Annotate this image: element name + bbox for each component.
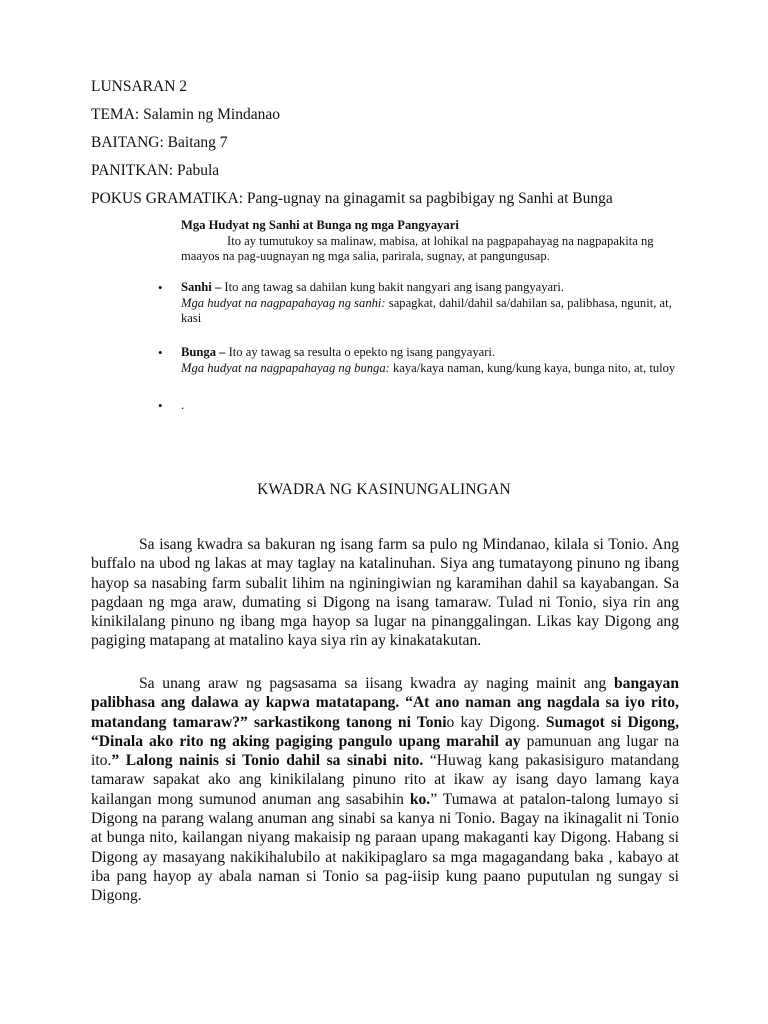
paragraph-1-text: Sa isang kwadra sa bakuran ng isang farm sa pulo ng Mindanao, kilala si Tonio. Ang buffalo na ubod ng lakas at may taglay na katalinuhan. Siya ang tumatayong pinuno ng ibang hayop sa nasabing farm subalit lihim na nginingiwian ng karamihan dahil sa kayabangan. Sa pagdaan ng mga araw, dumating si Digong na isang tamaraw. Tulad ni Tonio, siya rin ang kinikilalang pinuno ng ibang mga hayop sa lugar na pinanggalingan. Likas kay Digong ang pagiging matapang at matalino kaya siya rin ay kinakatakutan. bbox=[91, 536, 679, 650]
p2-segment: “Huwag kang pakasisiguro matandang tamaraw sapakat ako ang kinikilalang pinuno rito at ikaw ay isang dayo lamang kaya kailangan mong sumunod anuman ang sasabihin bbox=[91, 752, 679, 808]
story-paragraph-1 bbox=[91, 535, 679, 651]
sanhi-hudyat-list: sapagkat, dahil/dahil sa/dahilan sa, palibhasa, ngunit, at, kasi bbox=[181, 295, 672, 326]
empty-bullet-item: . bbox=[181, 398, 185, 412]
bullet-icon: • bbox=[158, 398, 163, 413]
p2-segment: Sa unang araw ng pagsasama sa iisang kwadra ay naging mainit ang bbox=[139, 675, 614, 692]
bunga-text: Ito ay tawag sa resulta o epekto ng isang pangyayari. bbox=[225, 345, 496, 359]
p2-bold-segment: ko. bbox=[409, 790, 431, 808]
p2-segment: pamunuan ang lugar na ito. bbox=[91, 732, 680, 770]
p2-segment: o kay Digong. bbox=[446, 713, 546, 731]
sanhi-definition bbox=[181, 280, 681, 327]
sanhi-term: Sanhi – bbox=[181, 280, 222, 294]
panitikan-line: PANITKAN: Pabula bbox=[91, 162, 220, 179]
baitang-line: BAITANG: Baitang 7 bbox=[91, 134, 228, 151]
pokus-gramatika-line: POKUS GRAMATIKA: Pang-ugnay na ginagamit sa pagbibigay ng Sanhi at Bunga bbox=[91, 190, 613, 207]
sanhi-hudyat-label: Mga hudyat na nagpapahayag ng sanhi: bbox=[181, 295, 386, 310]
bunga-hudyat-list: kaya/kaya naman, kung/kung kaya, bunga nito, at, tuloy bbox=[389, 360, 676, 375]
definition-box bbox=[181, 218, 681, 265]
box-intro: Ito ay tumutukoy sa malinaw, mabisa, at lohikal na pagpapahayag na nagpapakita ng maayos na pag-uugnayan ng mga salia, parirala, sugnay, at pangungusap. bbox=[181, 233, 654, 264]
story-paragraph-2 bbox=[91, 674, 679, 906]
sanhi-text: Ito ang tawag sa dahilan kung bakit nangyari ang isang pangyayari. bbox=[221, 280, 564, 294]
bunga-term: Bunga – bbox=[181, 345, 226, 359]
bullet-icon: • bbox=[158, 345, 163, 360]
bunga-definition bbox=[181, 345, 681, 376]
p2-bold-segment: bangayan palibhasa ang dalawa ay kapwa matatapang. “At ano naman ang nagdala sa iyo rito, matandang tamaraw?” sarkastikong tanong ni Toni bbox=[91, 675, 679, 731]
p2-bold-segment: ” Lalong nainis si Tonio dahil sa sinabi nito. bbox=[111, 752, 424, 770]
p2-bold-segment: Sumagot si Digong, “Dinala ako rito ng aking pagiging pangulo upang marahil ay bbox=[91, 713, 679, 750]
p2-segment: ” Tumawa at patalon-talong lumayo si Digong na parang walang anuman ang sinabi sa kanya ni Tonio. Bagay na ikinagalit ni Tonio at bunga nito, kailangan niyang makaisip ng paraan upang makaganti kay Digong. Habang si Digong ay masayang nakikihalubilo at nakikipaglaro sa mga magagandang baka , kabayo at iba pang hayop ay abala naman si Tonio sa pag-iisip kung paano puputulan ng sungay si Digong. bbox=[91, 790, 680, 905]
bullet-icon: • bbox=[158, 280, 163, 295]
tema-line: TEMA: Salamin ng Mindanao bbox=[91, 106, 280, 123]
box-title: Mga Hudyat ng Sanhi at Bunga ng mga Pangyayari bbox=[181, 218, 459, 232]
lunsaran-line: LUNSARAN 2 bbox=[91, 78, 188, 95]
story-title: KWADRA NG KASINUNGALINGAN bbox=[257, 481, 511, 498]
bunga-hudyat-label: Mga hudyat na nagpapahayag ng bunga: bbox=[181, 360, 390, 375]
